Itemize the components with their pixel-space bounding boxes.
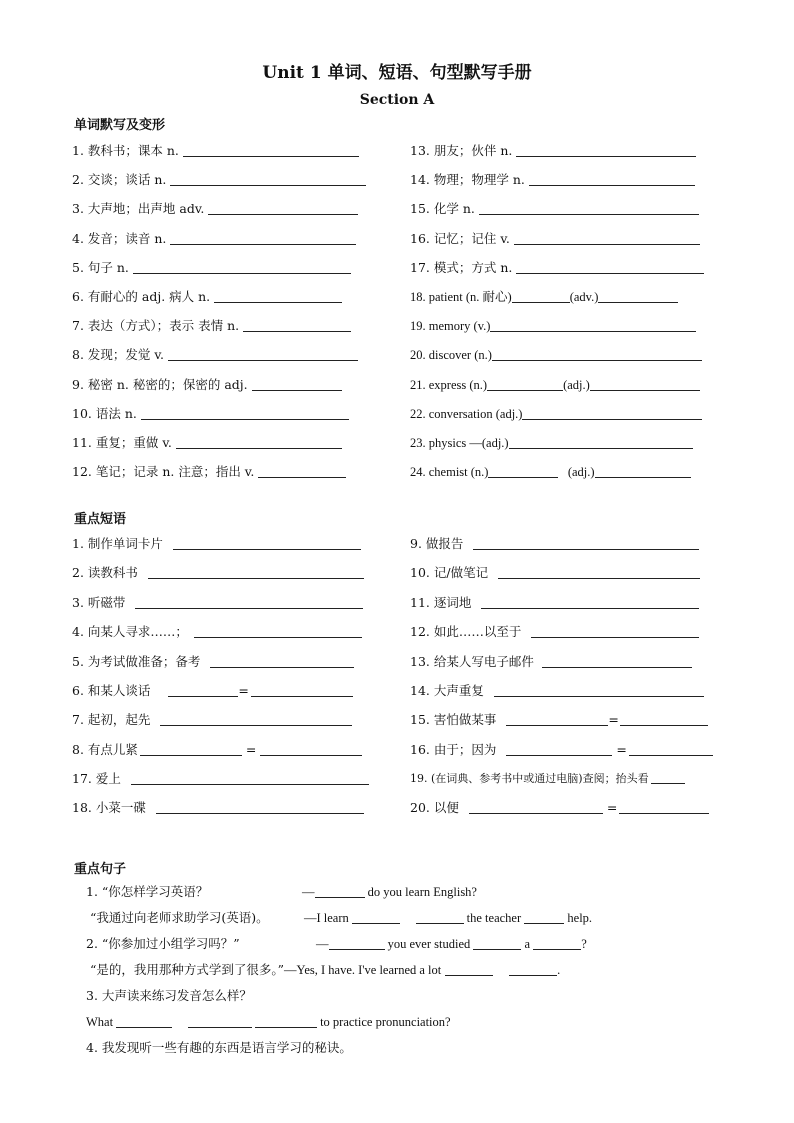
answer-blank[interactable]: [176, 436, 342, 449]
vocab-item: [72, 377, 342, 393]
phrase-item: [72, 624, 362, 640]
vocab-item: [410, 231, 700, 247]
vocab-item: [72, 201, 358, 217]
vocab-label: 18. patient (n. 耐心): [410, 290, 512, 304]
vocab-item: [410, 406, 702, 422]
vocab-label: 10. 语法 n.: [72, 406, 137, 421]
phrase-label: 5. 为考试做准备；备考: [72, 654, 201, 669]
vocab-label: 3. 大声地；出声地 adv.: [72, 201, 205, 216]
sentence-3-english: [86, 1014, 451, 1030]
sentence-text: a: [524, 937, 531, 951]
vocab-item: [72, 231, 356, 247]
vocab-label: 5. 句子 n.: [72, 260, 129, 275]
answer-blank[interactable]: [188, 1015, 252, 1028]
answer-blank[interactable]: [531, 625, 699, 638]
answer-blank[interactable]: [516, 261, 704, 274]
vocab-heading: 单词默写及变形: [74, 118, 166, 133]
sentence-4-chinese: 4. 我发现听一些有趣的东西是语言学习的秘诀。: [86, 1040, 352, 1055]
phrase-item: [410, 654, 692, 670]
sentence-2-english: [316, 936, 587, 952]
vocab-label: 7. 表达（方式）；表示 表情 n.: [72, 318, 240, 333]
phrase-item: [72, 742, 362, 758]
sentence-1-chinese: 1. “你怎样学习英语？: [86, 884, 209, 899]
answer-blank[interactable]: [542, 655, 692, 668]
sentence-2-reply: [90, 962, 560, 978]
vocab-item: [410, 464, 691, 480]
answer-blank[interactable]: [258, 465, 346, 478]
vocab-item: [72, 260, 351, 276]
answer-blank[interactable]: [498, 566, 700, 579]
phrase-item: [72, 595, 363, 611]
answer-blank[interactable]: [494, 684, 704, 697]
phrase-item: [72, 712, 352, 728]
phrase-label: 8. 有点儿紧: [72, 742, 138, 757]
answer-blank[interactable]: [620, 713, 708, 726]
equals-sign: =: [608, 712, 619, 727]
answer-blank[interactable]: [506, 743, 612, 756]
sentence-text: “是的，我用那种方式学到了很多。”: [90, 962, 285, 977]
answer-blank[interactable]: [208, 202, 358, 215]
section-title: Section A: [359, 92, 435, 108]
sentences-heading: 重点句子: [74, 862, 127, 877]
phrase-label: 13. 给某人写电子邮件: [410, 654, 534, 669]
answer-blank[interactable]: [170, 173, 366, 186]
answer-blank[interactable]: [214, 290, 342, 303]
sentence-text: —: [302, 885, 315, 899]
answer-blank[interactable]: [481, 596, 699, 609]
vocab-item: [410, 143, 696, 159]
answer-blank[interactable]: [148, 566, 364, 579]
phrase-label: 11. 逐词地: [410, 595, 472, 610]
phrase-item: [410, 536, 699, 552]
phrase-label: 15. 害怕做某事: [410, 712, 497, 727]
answer-blank[interactable]: [509, 436, 693, 449]
answer-blank[interactable]: [516, 144, 696, 157]
phrase-item: [72, 536, 361, 552]
answer-blank[interactable]: [512, 290, 570, 303]
phrase-item: [410, 800, 709, 816]
phrase-label: 14. 大声重复: [410, 683, 484, 698]
vocab-item: [72, 406, 349, 422]
answer-blank[interactable]: [487, 378, 563, 391]
vocab-label: 1. 教科书；课本 n.: [72, 143, 179, 158]
vocab-label: 24. chemist (n.): [410, 465, 489, 479]
answer-blank[interactable]: [141, 407, 349, 420]
answer-blank[interactable]: [183, 144, 359, 157]
answer-blank[interactable]: [168, 684, 238, 697]
vocab-item: [410, 347, 702, 363]
answer-blank[interactable]: [352, 911, 400, 924]
answer-blank[interactable]: [140, 743, 242, 756]
answer-blank[interactable]: [490, 319, 696, 332]
vocab-label: 20. discover (n.): [410, 348, 492, 362]
vocab-item: [72, 435, 342, 451]
vocab-label: 22. conversation (adj.): [410, 407, 523, 421]
phrase-label: 18. 小菜一碟: [72, 800, 146, 815]
sentence-text: to practice pronunciation?: [320, 1015, 451, 1029]
sentence-text: help.: [567, 911, 593, 925]
answer-blank[interactable]: [509, 963, 557, 976]
answer-blank[interactable]: [156, 801, 364, 814]
answer-blank[interactable]: [329, 937, 385, 950]
sentence-text: do you learn English?: [367, 885, 477, 899]
vocab-label: (adv.): [569, 290, 599, 304]
phrase-label: 20. 以便: [410, 800, 459, 815]
answer-blank[interactable]: [590, 378, 700, 391]
answer-blank[interactable]: [514, 232, 700, 245]
phrase-item: [72, 654, 354, 670]
vocab-item: [410, 377, 700, 393]
vocab-item: [410, 260, 704, 276]
phrase-label: 16. 由于；因为: [410, 742, 497, 757]
phrase-item: [410, 712, 708, 728]
answer-blank[interactable]: [131, 772, 369, 785]
phrase-item: [72, 683, 353, 699]
answer-blank[interactable]: [168, 348, 358, 361]
vocab-label: 21. express (n.): [410, 378, 488, 392]
sentence-1-reply-chinese: “我通过向老师求助学习(英语)。: [90, 910, 269, 925]
answer-blank[interactable]: [194, 625, 362, 638]
answer-blank[interactable]: [160, 713, 352, 726]
phrase-item: [72, 800, 364, 816]
vocab-label: (adj.): [563, 378, 590, 392]
phrase-item: [72, 771, 369, 787]
vocab-label: 2. 交谈；谈话 n.: [72, 172, 167, 187]
sentence-2-chinese: 2. “你参加过小组学习吗？”: [86, 936, 240, 951]
answer-blank[interactable]: [529, 173, 695, 186]
phrase-label: 7. 起初，起先: [72, 712, 151, 727]
answer-blank[interactable]: [473, 937, 521, 950]
page-title: Unit 1 单词、短语、句型默写手册: [262, 63, 532, 83]
answer-blank[interactable]: [133, 261, 351, 274]
equals-sign: =: [616, 742, 627, 757]
sentence-text: you ever studied: [387, 937, 471, 951]
vocab-label: 12. 笔记；记录 n. 注意；指出 v.: [72, 464, 255, 479]
answer-blank[interactable]: [506, 713, 608, 726]
answer-blank[interactable]: [524, 911, 564, 924]
answer-blank[interactable]: [533, 937, 581, 950]
phrase-item: [410, 771, 685, 787]
vocab-item: [410, 172, 695, 188]
phrase-item: [410, 742, 713, 758]
answer-blank[interactable]: [255, 1015, 317, 1028]
vocab-label: 4. 发音；读音 n.: [72, 231, 167, 246]
answer-blank[interactable]: [473, 537, 699, 550]
answer-blank[interactable]: [416, 911, 464, 924]
vocab-item: [410, 435, 693, 451]
answer-blank[interactable]: [170, 232, 356, 245]
answer-blank[interactable]: [492, 348, 702, 361]
answer-blank[interactable]: [173, 537, 361, 550]
phrase-item: [410, 565, 700, 581]
answer-blank[interactable]: [595, 465, 691, 478]
sentence-text: —: [316, 937, 329, 951]
answer-blank[interactable]: [598, 290, 678, 303]
sentence-text: What: [86, 1015, 114, 1029]
answer-blank[interactable]: [629, 743, 713, 756]
answer-blank[interactable]: [315, 885, 365, 898]
vocab-label: 17. 模式；方式 n.: [410, 260, 513, 275]
phrase-item: [72, 565, 364, 581]
vocab-item: [72, 289, 342, 305]
vocab-label: 8. 发现；发觉 v.: [72, 347, 164, 362]
sentence-1-english: [302, 884, 477, 900]
vocab-label: 9. 秘密 n. 秘密的；保密的 adj.: [72, 377, 248, 392]
answer-blank[interactable]: [252, 378, 342, 391]
answer-blank[interactable]: [488, 465, 558, 478]
vocab-label: 23. physics —(adj.): [410, 436, 509, 450]
phrase-label: 6. 和某人谈话: [72, 683, 151, 698]
sentence-text: —Yes, I have. I've learned a lot: [284, 963, 442, 977]
vocab-item: [72, 143, 359, 159]
sentence-1-reply-english: [304, 910, 592, 926]
vocab-label: 15. 化学 n.: [410, 201, 475, 216]
vocab-label: 6. 有耐心的 adj. 病人 n.: [72, 289, 211, 304]
vocab-label: 13. 朋友；伙伴 n.: [410, 143, 513, 158]
answer-blank[interactable]: [445, 963, 493, 976]
vocab-label: 11. 重复；重做 v.: [72, 435, 172, 450]
vocab-label: 16. 记忆；记住 v.: [410, 231, 510, 246]
vocab-item: [72, 347, 358, 363]
vocab-label: (adj.): [567, 465, 595, 479]
answer-blank[interactable]: [251, 684, 353, 697]
vocab-label: 19. memory (v.): [410, 319, 491, 333]
answer-blank[interactable]: [243, 319, 351, 332]
answer-blank[interactable]: [522, 407, 702, 420]
phrase-label: 17. 爱上: [72, 771, 121, 786]
answer-blank[interactable]: [210, 655, 354, 668]
phrase-item: [410, 683, 704, 699]
phrase-label: 3. 听磁带: [72, 595, 126, 610]
answer-blank[interactable]: [260, 743, 362, 756]
phrase-label: 19. (在词典、参考书中或通过电脑)查阅；抬头看: [410, 772, 649, 785]
sentence-text: .: [557, 963, 561, 977]
phrase-label: 2. 读教科书: [72, 565, 138, 580]
equals-sign: =: [245, 742, 257, 757]
vocab-label: 14. 物理；物理学 n.: [410, 172, 525, 187]
sentence-text: the teacher: [466, 911, 522, 925]
phrases-heading: 重点短语: [74, 512, 127, 527]
vocab-item: [410, 201, 699, 217]
equals-sign: =: [606, 800, 618, 815]
equals-sign: =: [238, 683, 249, 698]
vocab-item: [410, 318, 696, 334]
vocab-item: [72, 172, 366, 188]
vocab-item: [410, 289, 678, 305]
answer-blank[interactable]: [479, 202, 699, 215]
phrase-label: 1. 制作单词卡片: [72, 536, 163, 551]
answer-blank[interactable]: [116, 1015, 172, 1028]
phrase-label: 4. 向某人寻求……；: [72, 624, 188, 639]
vocab-item: [72, 464, 346, 480]
answer-blank[interactable]: [469, 801, 603, 814]
phrase-label: 9. 做报告: [410, 536, 464, 551]
answer-blank[interactable]: [619, 801, 709, 814]
sentence-3-chinese: 3. 大声读来练习发音怎么样？: [86, 988, 252, 1003]
sentence-text: —I learn: [304, 911, 349, 925]
phrase-item: [410, 595, 699, 611]
vocab-item: [72, 318, 351, 334]
phrase-item: [410, 624, 699, 640]
sentence-text: ?: [581, 937, 587, 951]
phrase-label: 10. 记/做笔记: [410, 565, 489, 580]
phrase-label: 12. 如此……以至于: [410, 624, 522, 639]
answer-blank[interactable]: [135, 596, 363, 609]
answer-blank[interactable]: [651, 771, 685, 784]
